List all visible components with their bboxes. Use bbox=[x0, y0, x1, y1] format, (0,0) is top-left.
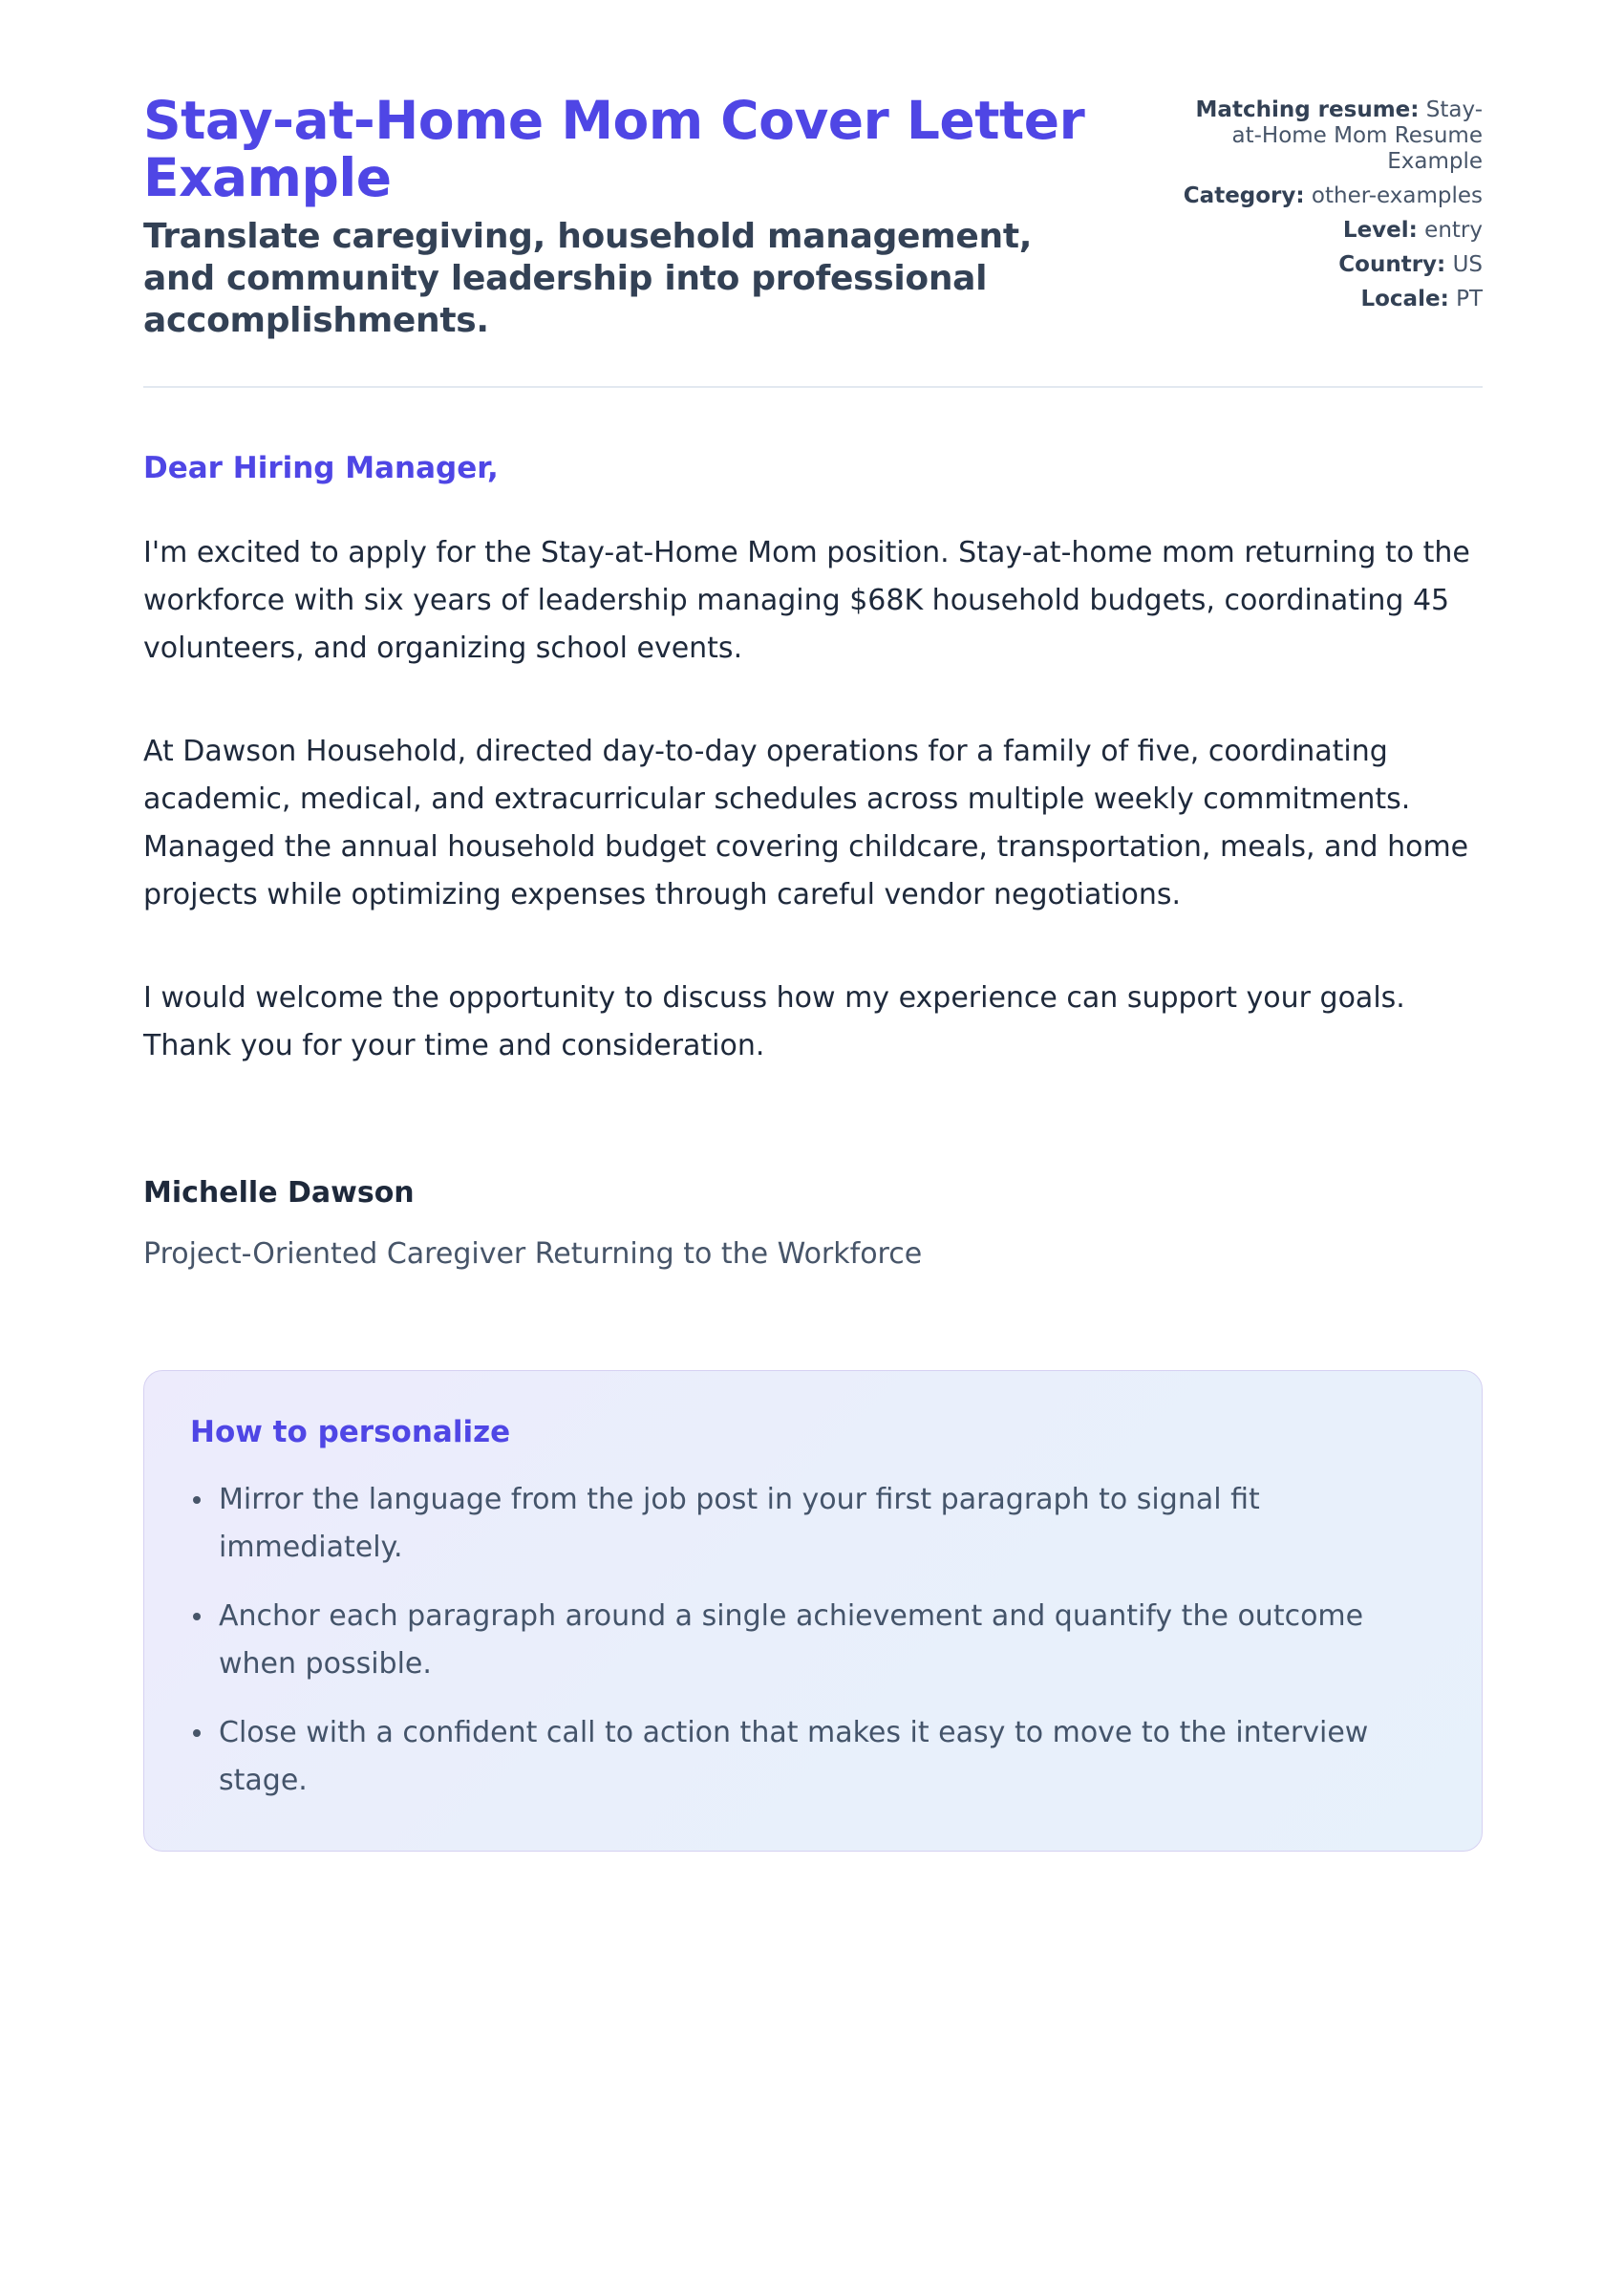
tips-card bbox=[143, 1370, 1483, 1852]
meta-label: Category: bbox=[1183, 183, 1305, 208]
letter-body bbox=[143, 449, 1483, 1275]
meta-item-level bbox=[1167, 218, 1483, 244]
tips-heading: How to personalize bbox=[190, 1415, 511, 1449]
letter-greeting: Dear Hiring Manager, bbox=[143, 451, 499, 485]
meta-label: Matching resume: bbox=[1195, 97, 1420, 122]
meta-value: PT bbox=[1456, 287, 1483, 311]
tips-item bbox=[190, 1709, 1436, 1805]
meta-item-locale bbox=[1167, 287, 1483, 312]
title-column bbox=[143, 92, 1108, 342]
meta-item-matching-resume bbox=[1167, 97, 1483, 175]
signature-name: Michelle Dawson bbox=[143, 1176, 415, 1210]
tips-list bbox=[190, 1476, 1436, 1805]
tips-item-text: Close with a confident call to action that makes it easy to move to the interview stage. bbox=[219, 1716, 1369, 1797]
letter-paragraph: I would welcome the opportunity to discuss how my experience can support your goals. Thank you for your time and consideration. bbox=[143, 981, 1405, 1062]
signature-title: Project-Oriented Caregiver Returning to the Workforce bbox=[143, 1237, 923, 1271]
meta-item-category bbox=[1167, 183, 1483, 209]
letter-paragraph: At Dawson Household, directed day-to-day operations for a family of five, coordinating academic, medical, and extracurricular schedules across multiple weekly commitments. Managed the annual household budget covering childcare, transportation, meals, and home projects while optimizing expenses through careful vendor negotiations. bbox=[143, 735, 1469, 911]
meta-value: US bbox=[1452, 252, 1483, 277]
page-header bbox=[143, 92, 1483, 342]
tips-item-text: Anchor each paragraph around a single achievement and quantify the outcome when possible. bbox=[219, 1599, 1364, 1681]
letter-paragraph: I'm excited to apply for the Stay-at-Home Mom position. Stay-at-home mom returning to the workforce with six years of leadership managing $68K household budgets, coordinating 45 volunteers, and organizing school events. bbox=[143, 536, 1470, 665]
meta-label: Locale: bbox=[1360, 287, 1449, 311]
tips-item bbox=[190, 1593, 1436, 1688]
meta-label: Country: bbox=[1338, 252, 1446, 277]
header-divider bbox=[143, 386, 1483, 388]
meta-value: Stay-at-Home Mom Resume Example bbox=[1231, 97, 1483, 174]
meta-value: entry bbox=[1424, 218, 1483, 243]
meta-item-country bbox=[1167, 252, 1483, 278]
page-title: Stay-at-Home Mom Cover Letter Example bbox=[143, 90, 1085, 208]
tips-item bbox=[190, 1476, 1436, 1572]
meta-label: Level: bbox=[1342, 218, 1418, 243]
tips-item-text: Mirror the language from the job post in your first paragraph to signal fit immediately. bbox=[219, 1483, 1260, 1564]
meta-value: other-examples bbox=[1311, 183, 1483, 208]
page-subtitle: Translate caregiving, household management, and community leadership into professional accomplishments. bbox=[143, 217, 1033, 340]
meta-block bbox=[1167, 92, 1483, 321]
